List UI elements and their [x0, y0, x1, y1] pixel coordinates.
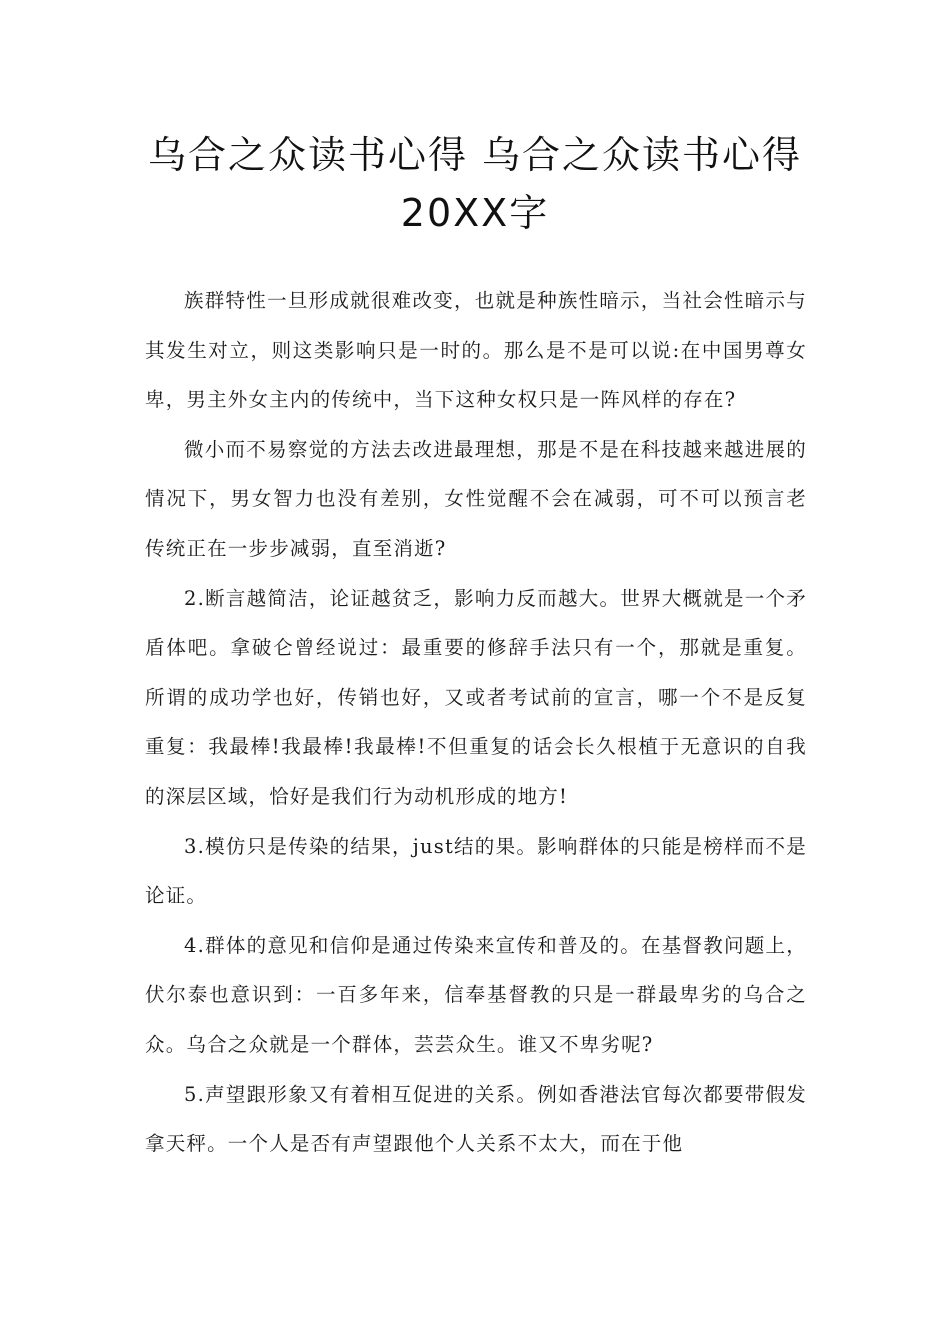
paragraph: 微小而不易察觉的方法去改进最理想，那是不是在科技越来越进展的情况下，男女智力也没有差别，女性觉醒不会在减弱，可不可以预言老传统正在一步步减弱，直至消逝?	[145, 437, 807, 560]
paragraph: 3.模仿只是传染的结果，just结的果。影响群体的只能是榜样而不是论证。	[145, 834, 807, 908]
document-body	[145, 276, 807, 1169]
title-line-1: 乌合之众读书心得 乌合之众读书心得	[147, 133, 803, 177]
title-line-2: 20XX字	[400, 191, 550, 235]
paragraph: 2.断言越简洁，论证越贫乏，影响力反而越大。世界大概就是一个矛盾体吧。拿破仑曾经说过：最重要的修辞手法只有一个，那就是重复。所谓的成功学也好，传销也好，又或者考试前的宣言，哪一个不是反复重复：我最棒!我最棒!我最棒!不但重复的话会长久根植于无意识的自我的深层区域，恰好是我们行为动机形成的地方!	[145, 586, 807, 808]
paragraph: 族群特性一旦形成就很难改变，也就是种族性暗示，当社会性暗示与其发生对立，则这类影响只是一时的。那么是不是可以说:在中国男尊女卑，男主外女主内的传统中，当下这种女权只是一阵风样的存在?	[145, 289, 807, 412]
document-title	[120, 126, 830, 242]
paragraph: 5.声望跟形象又有着相互促进的关系。例如香港法官每次都要带假发拿天秤。一个人是否有声望跟他个人关系不太大，而在于他	[145, 1082, 807, 1156]
paragraph: 4.群体的意见和信仰是通过传染来宣传和普及的。在基督教问题上，伏尔泰也意识到：一百多年来，信奉基督教的只是一群最卑劣的乌合之众。乌合之众就是一个群体，芸芸众生。谁又不卑劣呢?	[145, 933, 807, 1056]
